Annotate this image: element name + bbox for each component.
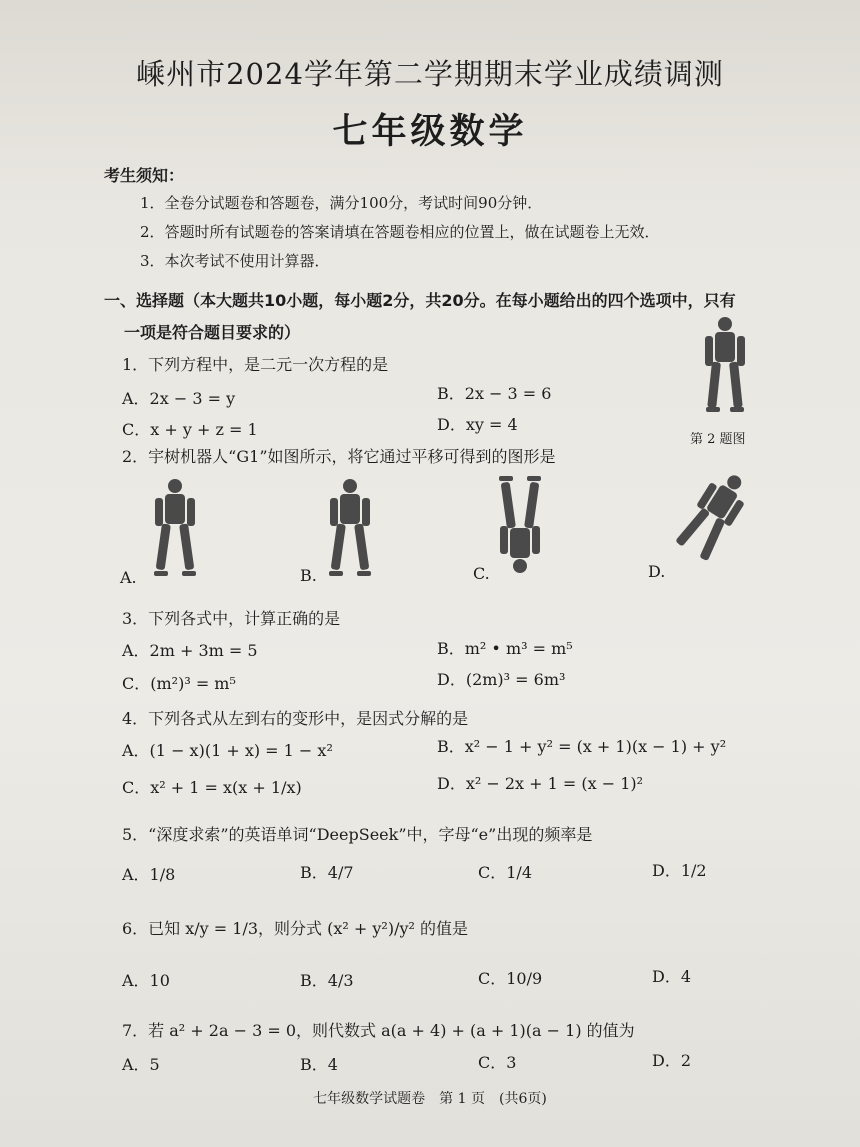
question-1-option-a: A．2x − 3 = y — [122, 389, 236, 408]
notice-item-1: 1．全卷分试题卷和答题卷，满分100分，考试时间90分钟． — [140, 194, 543, 212]
question-5-option-b: B．4/7 — [300, 863, 354, 882]
question-2-option-c: C. — [473, 564, 490, 583]
question-6-option-c: C．10/9 — [478, 969, 543, 988]
question-7-option-b: B．4 — [300, 1055, 338, 1074]
question-4-option-a: A．(1 − x)(1 + x) = 1 − x² — [122, 741, 333, 760]
robot-option-b-image — [325, 476, 375, 581]
robot-option-a-image — [150, 476, 200, 581]
question-1-option-d: D．xy = 4 — [437, 415, 518, 434]
question-2-option-d: D. — [648, 562, 666, 581]
question-3-option-d: D．(2m)³ = 6m³ — [437, 670, 566, 689]
question-6-option-d: D．4 — [652, 967, 692, 986]
notice-heading: 考生须知： — [104, 166, 185, 185]
question-3-option-c: C．(m²)³ = m⁵ — [122, 674, 236, 693]
exam-title: 嵊州市2024学年第二学期期末学业成绩调测 — [136, 57, 724, 91]
exam-subject: 七年级数学 — [332, 111, 528, 152]
question-4-option-c: C．x² + 1 = x(x + 1/x) — [122, 778, 302, 797]
question-4-option-d: D．x² − 2x + 1 = (x − 1)² — [437, 774, 644, 793]
question-1-option-b: B．2x − 3 = 6 — [437, 384, 552, 403]
question-5-option-d: D．1/2 — [652, 861, 707, 880]
question-7-stem: 7．若 a² + 2a − 3 = 0，则代数式 a(a + 4) + (a + 1)(a − 1) 的值为 — [122, 1021, 635, 1040]
question-5-option-c: C．1/4 — [478, 863, 532, 882]
question-7-option-a: A．5 — [122, 1055, 160, 1074]
question-4-option-b: B．x² − 1 + y² = (x + 1)(x − 1) + y² — [437, 737, 727, 756]
question-3-option-b: B．m² • m³ = m⁵ — [437, 639, 573, 658]
question-6-option-b: B．4/3 — [300, 971, 354, 990]
question-2-stem: 2．宇树机器人“G1”如图所示，将它通过平移可得到的图形是 — [122, 447, 556, 466]
figure-caption: 第 2 题图 — [690, 432, 746, 447]
question-7-option-c: C．3 — [478, 1053, 517, 1072]
robot-figure-reference — [690, 312, 760, 422]
question-2-option-b: B. — [300, 566, 317, 585]
notice-item-3: 3．本次考试不使用计算器． — [140, 252, 330, 270]
question-5-option-a: A．1/8 — [122, 865, 176, 884]
question-3-option-a: A．2m + 3m = 5 — [122, 641, 258, 660]
section-heading-line2: 一项是符合题目要求的） — [124, 323, 301, 342]
question-3-stem: 3．下列各式中，计算正确的是 — [122, 609, 341, 628]
page-footer: 七年级数学试题卷 第 1 页 (共6页) — [313, 1091, 547, 1107]
question-1-option-c: C．x + y + z = 1 — [122, 420, 258, 439]
robot-option-c-image — [495, 472, 545, 577]
question-7-option-d: D．2 — [652, 1051, 692, 1070]
robot-option-d-image — [672, 468, 752, 568]
question-5-stem: 5．“深度求索”的英语单词“DeepSeek”中，字母“e”出现的频率是 — [122, 825, 593, 844]
question-1-stem: 1．下列方程中，是二元一次方程的是 — [122, 355, 389, 374]
question-6-stem: 6．已知 x/y = 1/3，则分式 (x² + y²)/y² 的值是 — [122, 919, 469, 938]
question-4-stem: 4．下列各式从左到右的变形中，是因式分解的是 — [122, 709, 469, 728]
notice-item-2: 2．答题时所有试题卷的答案请填在答题卷相应的位置上，做在试题卷上无效． — [140, 223, 660, 241]
section-heading-line1: 一、选择题（本大题共10小题，每小题2分，共20分。在每小题给出的四个选项中，只有 — [104, 291, 736, 310]
question-2-option-a: A. — [120, 568, 137, 587]
question-6-option-a: A．10 — [122, 971, 170, 990]
